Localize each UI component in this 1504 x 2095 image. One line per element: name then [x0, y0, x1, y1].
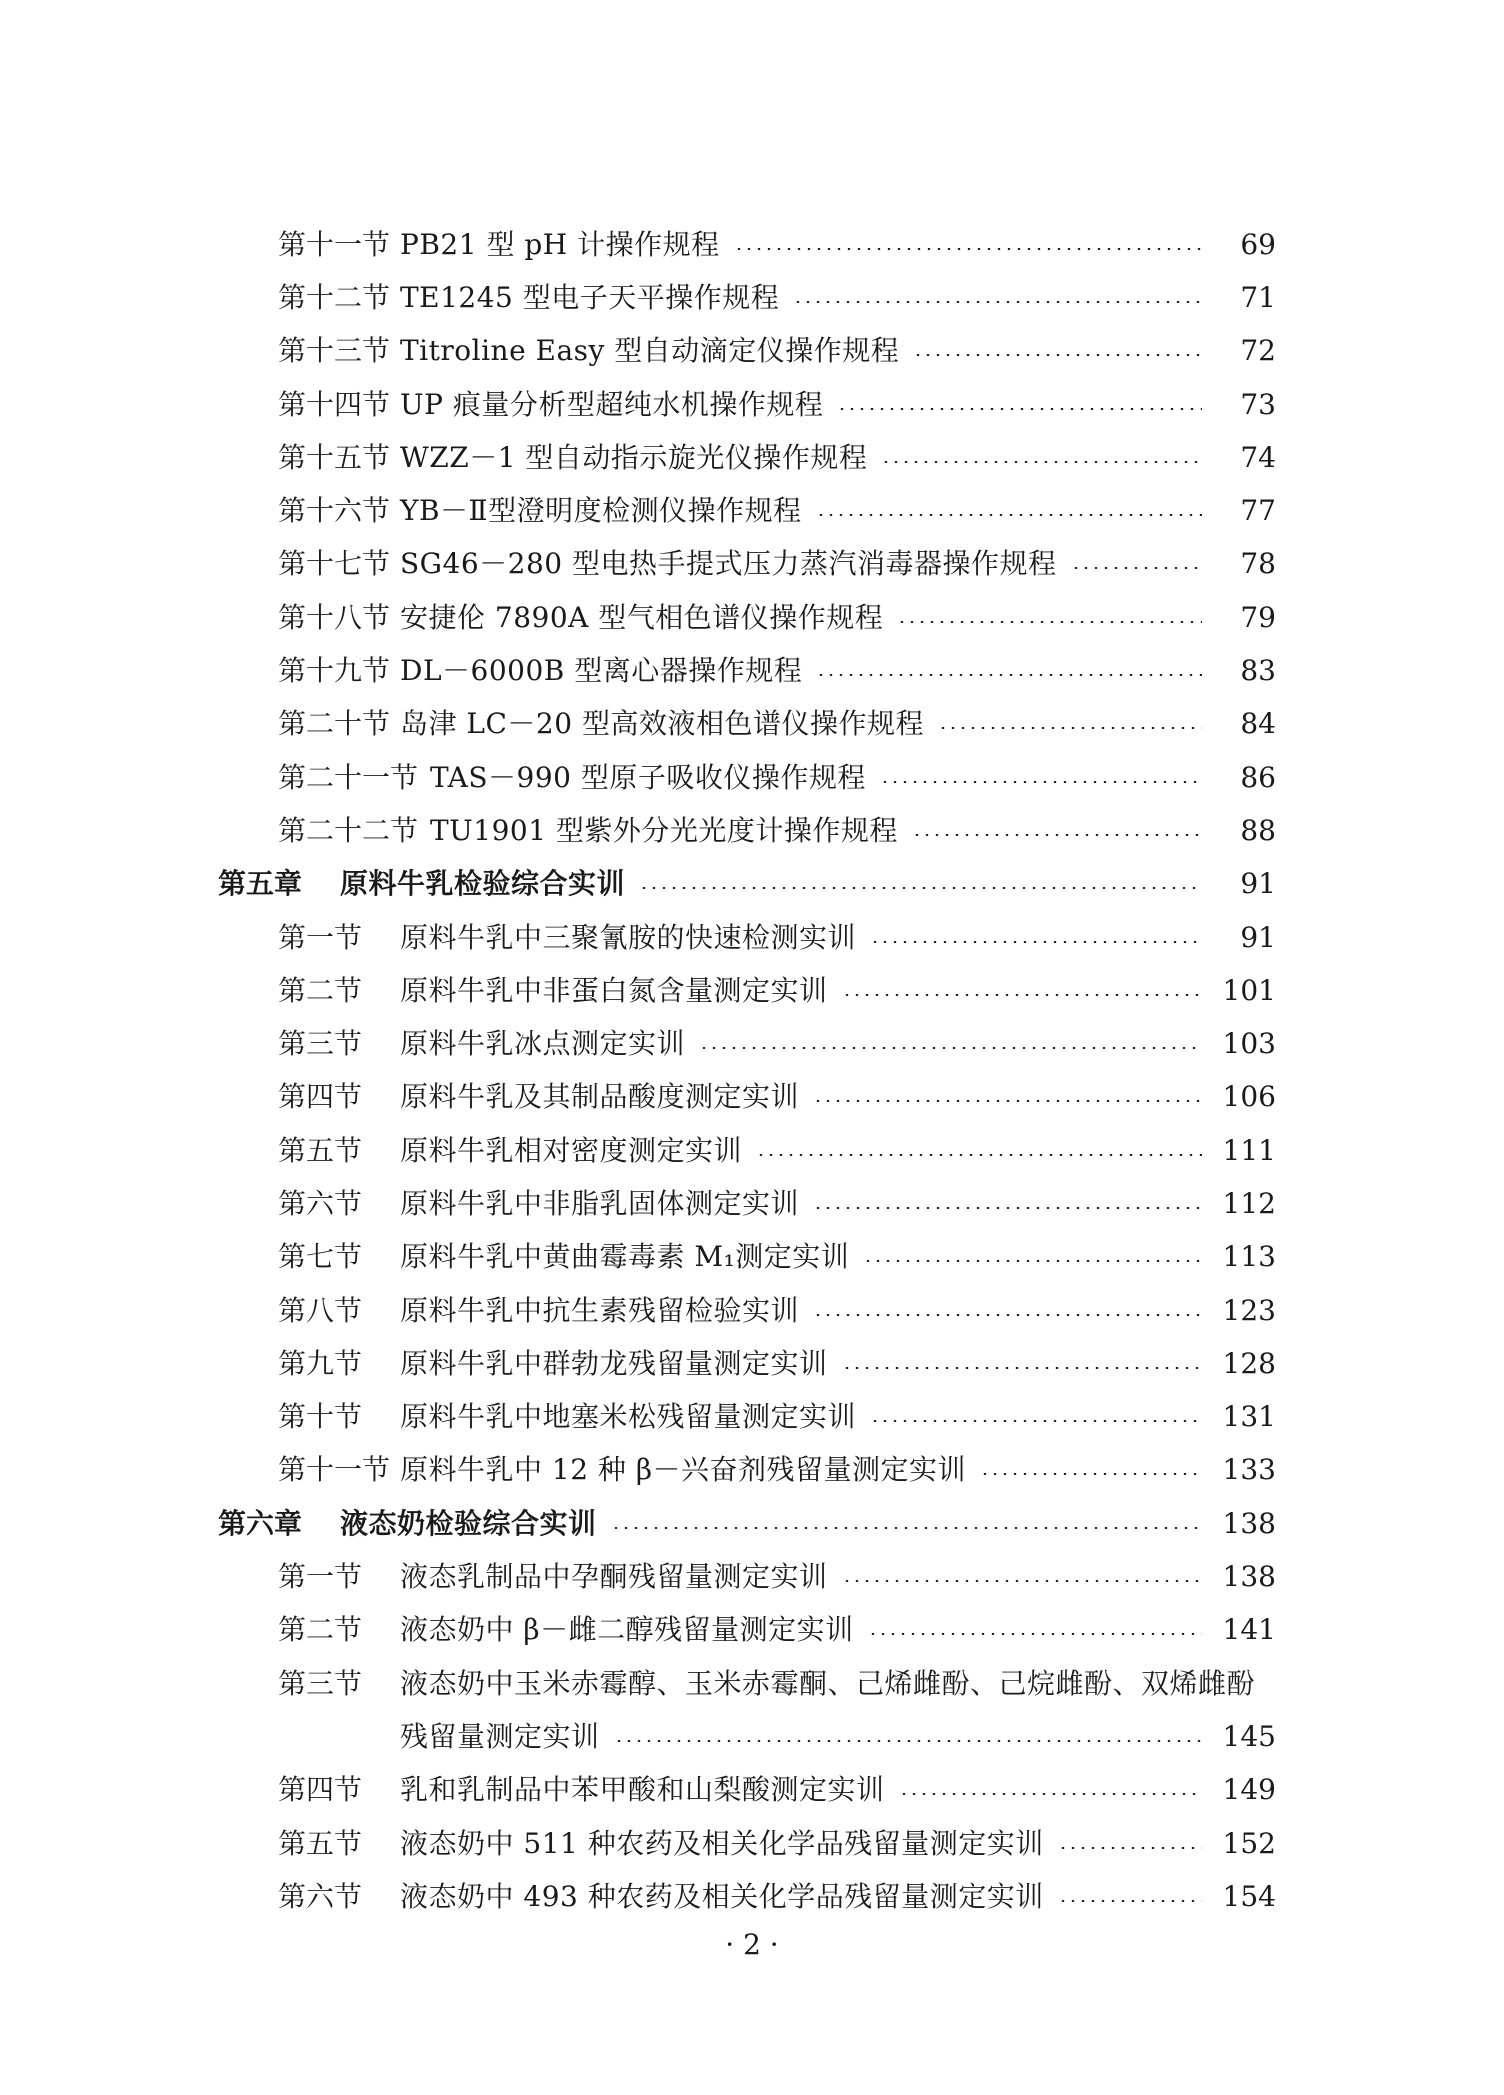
toc-entry-title: Titroline Easy 型自动滴定仪操作规程 [400, 334, 900, 368]
toc-entry[interactable] [0, 698, 1504, 751]
dot-leader [813, 1207, 1202, 1209]
dot-leader [880, 781, 1202, 783]
toc-entry[interactable] [0, 271, 1504, 324]
dot-leader [897, 621, 1202, 623]
toc-chapter-label: 第五章 [218, 867, 303, 901]
toc-entry-title: 原料牛乳冰点测定实训 [400, 1027, 686, 1061]
toc-entry-title: 原料牛乳中地塞米松残留量测定实训 [400, 1400, 857, 1434]
toc-entry-page: 101 [1222, 973, 1276, 1007]
toc-entry-page: 78 [1240, 547, 1276, 581]
dot-leader [756, 1154, 1202, 1156]
toc-entry[interactable] [0, 484, 1504, 537]
toc-entry-label: 第十五节 [278, 440, 391, 474]
toc-entry-label: 第十八节 [278, 600, 391, 634]
toc-entry-page: 131 [1222, 1400, 1276, 1434]
page-number: · 2 · [725, 1928, 779, 1961]
toc-entry-continuation[interactable] [0, 1710, 1504, 1763]
toc-entry-page: 88 [1240, 813, 1276, 847]
dot-leader [611, 1527, 1202, 1529]
dot-leader [1058, 1900, 1202, 1902]
toc-entry-title: 乳和乳制品中苯甲酸和山梨酸测定实训 [400, 1773, 885, 1807]
toc-entry-page: 86 [1240, 760, 1276, 794]
dot-leader [1071, 567, 1202, 569]
toc-entry-label: 第五节 [278, 1826, 363, 1860]
toc-entry-label: 第十一节 [278, 227, 391, 261]
dot-leader [816, 514, 1202, 516]
dot-leader [1058, 1847, 1202, 1849]
toc-entry[interactable] [0, 1071, 1504, 1124]
toc-entry[interactable] [0, 1604, 1504, 1657]
toc-entry-title: UP 痕量分析型超纯水机操作规程 [400, 387, 824, 421]
toc-entry[interactable] [0, 911, 1504, 964]
toc-entry[interactable] [0, 1817, 1504, 1870]
toc-entry-label: 第九节 [278, 1346, 363, 1380]
toc-entry-page: 72 [1240, 334, 1276, 368]
toc-entry[interactable] [0, 591, 1504, 644]
toc-chapter[interactable] [0, 858, 1504, 911]
toc-entry-page: 154 [1222, 1879, 1276, 1913]
toc-entry-title: TU1901 型紫外分光光度计操作规程 [430, 813, 898, 847]
toc-entry-page: 149 [1222, 1773, 1276, 1807]
toc-entry-page: 141 [1222, 1613, 1276, 1647]
toc-entry-title: 液态奶中 493 种农药及相关化学品残留量测定实训 [400, 1879, 1044, 1913]
toc-entry-page: 133 [1222, 1453, 1276, 1487]
toc-entry-title: 原料牛乳中非脂乳固体测定实训 [400, 1186, 800, 1220]
toc-entry[interactable] [0, 325, 1504, 378]
toc-entry[interactable] [0, 1870, 1504, 1923]
dot-leader [870, 941, 1202, 943]
toc-chapter-label: 第六章 [218, 1506, 303, 1540]
toc-entry-label: 第十九节 [278, 654, 391, 688]
toc-entry-page: 112 [1222, 1186, 1276, 1220]
toc-entry[interactable] [0, 644, 1504, 697]
toc-entry-page: 106 [1222, 1080, 1276, 1114]
toc-entry[interactable] [0, 1550, 1504, 1603]
toc-entry[interactable] [0, 1337, 1504, 1390]
toc-entry-label: 第四节 [278, 1773, 363, 1807]
toc-entry[interactable] [0, 1764, 1504, 1817]
toc-entry-label: 第一节 [278, 1560, 363, 1594]
toc-entry-label: 第二节 [278, 973, 363, 1007]
toc-entry[interactable] [0, 751, 1504, 804]
toc-entry-title: DL－6000B 型离心器操作规程 [400, 654, 803, 688]
toc-entry-title: PB21 型 pH 计操作规程 [400, 227, 720, 261]
toc-entry-title: 原料牛乳中三聚氰胺的快速检测实训 [400, 920, 857, 954]
toc-entry-page: 128 [1222, 1346, 1276, 1380]
toc-entry-label: 第三节 [278, 1027, 363, 1061]
toc-entry-title: SG46－280 型电热手提式压力蒸汽消毒器操作规程 [400, 547, 1057, 581]
toc-entry-page: 73 [1240, 387, 1276, 421]
toc-chapter-page: 91 [1240, 867, 1276, 901]
toc-entry-page: 138 [1222, 1560, 1276, 1594]
dot-leader [870, 1420, 1202, 1422]
toc-entry[interactable] [0, 431, 1504, 484]
toc-entry-page: 91 [1240, 920, 1276, 954]
toc-entry-label: 第八节 [278, 1293, 363, 1327]
toc-entry-label: 第十节 [278, 1400, 363, 1434]
toc-entry[interactable] [0, 1124, 1504, 1177]
toc-entry-label: 第十四节 [278, 387, 391, 421]
toc-entry-label: 第十二节 [278, 280, 391, 314]
toc-entry[interactable] [0, 538, 1504, 591]
toc-chapter[interactable] [0, 1497, 1504, 1550]
toc-entry-label: 第三节 [278, 1666, 363, 1700]
toc-chapter-title: 原料牛乳检验综合实训 [340, 867, 626, 901]
toc-entry-label: 第六节 [278, 1879, 363, 1913]
toc-entry[interactable] [0, 804, 1504, 857]
toc-entry-label: 第十三节 [278, 334, 391, 368]
dot-leader [842, 1580, 1202, 1582]
toc-entry[interactable] [0, 1657, 1504, 1710]
toc-entry-page: 74 [1240, 440, 1276, 474]
toc-entry-title: 残留量测定实训 [400, 1719, 600, 1753]
dot-leader [842, 994, 1202, 996]
toc-entry[interactable] [0, 1284, 1504, 1337]
toc-entry[interactable] [0, 1391, 1504, 1444]
dot-leader [912, 834, 1202, 836]
dot-leader [842, 1367, 1202, 1369]
toc-entry-title: 原料牛乳及其制品酸度测定实训 [400, 1080, 800, 1114]
toc-entry-page: 152 [1222, 1826, 1276, 1860]
dot-leader [793, 301, 1202, 303]
dot-leader [899, 1793, 1202, 1795]
toc-chapter-title: 液态奶检验综合实训 [340, 1506, 597, 1540]
toc-entry-page: 71 [1240, 280, 1276, 314]
toc-entry-label: 第十六节 [278, 494, 391, 528]
toc-entry-label: 第六节 [278, 1186, 363, 1220]
toc-entry-label: 第十一节 [278, 1453, 391, 1487]
dot-leader [938, 727, 1202, 729]
toc-entry-page: 79 [1240, 600, 1276, 634]
toc-entry-title: 液态乳制品中孕酮残留量测定实训 [400, 1560, 828, 1594]
dot-leader [913, 354, 1202, 356]
dot-leader [614, 1740, 1202, 1742]
toc-entry[interactable] [0, 218, 1504, 271]
toc-entry-label: 第十七节 [278, 547, 391, 581]
toc-entry-title: WZZ－1 型自动指示旋光仪操作规程 [400, 440, 868, 474]
toc-entry-title: 原料牛乳中 12 种 β－兴奋剂残留量测定实训 [400, 1453, 967, 1487]
toc-entry-page: 145 [1222, 1719, 1276, 1753]
dot-leader [868, 1633, 1202, 1635]
toc-entry-title: 液态奶中 β－雌二醇残留量测定实训 [400, 1613, 854, 1647]
dot-leader [639, 887, 1202, 889]
dot-leader [813, 1100, 1202, 1102]
toc-entry-label: 第一节 [278, 920, 363, 954]
toc-entry-page: 103 [1222, 1027, 1276, 1061]
toc-entry-page: 83 [1240, 654, 1276, 688]
toc-entry-page: 111 [1222, 1133, 1276, 1167]
toc-entry-page: 123 [1222, 1293, 1276, 1327]
dot-leader [734, 248, 1202, 250]
dot-leader [980, 1473, 1202, 1475]
toc-entry-title: 原料牛乳相对密度测定实训 [400, 1133, 743, 1167]
toc-entry-page: 69 [1240, 227, 1276, 261]
toc-entry-page: 113 [1222, 1240, 1276, 1274]
toc-entry-title: 原料牛乳中黄曲霉毒素 M₁测定实训 [400, 1240, 850, 1274]
toc-entry[interactable] [0, 378, 1504, 431]
toc-entry-title: TAS－990 型原子吸收仪操作规程 [430, 760, 866, 794]
toc-entry[interactable] [0, 1444, 1504, 1497]
toc-entry-title: 岛津 LC－20 型高效液相色谱仪操作规程 [400, 707, 924, 741]
table-of-contents [0, 218, 1504, 1924]
toc-entry-page: 77 [1240, 494, 1276, 528]
toc-entry[interactable] [0, 964, 1504, 1017]
toc-entry[interactable] [0, 1177, 1504, 1230]
dot-leader [881, 461, 1202, 463]
toc-entry-title: 液态奶中 511 种农药及相关化学品残留量测定实训 [400, 1826, 1044, 1860]
dot-leader [699, 1047, 1202, 1049]
toc-entry-title: 原料牛乳中非蛋白氮含量测定实训 [400, 973, 828, 1007]
toc-entry-label: 第四节 [278, 1080, 363, 1114]
dot-leader [837, 408, 1202, 410]
toc-entry-label: 第二十二节 [278, 813, 419, 847]
toc-entry-label: 第五节 [278, 1133, 363, 1167]
dot-leader [863, 1260, 1202, 1262]
toc-entry-title: TE1245 型电子天平操作规程 [400, 280, 780, 314]
toc-entry-title: 液态奶中玉米赤霉醇、玉米赤霉酮、己烯雌酚、己烷雌酚、双烯雌酚 [400, 1666, 1256, 1700]
toc-entry-page: 84 [1240, 707, 1276, 741]
toc-entry-label: 第七节 [278, 1240, 363, 1274]
toc-entry-label: 第二节 [278, 1613, 363, 1647]
dot-leader [816, 674, 1202, 676]
toc-entry-title: 原料牛乳中抗生素残留检验实训 [400, 1293, 800, 1327]
toc-chapter-page: 138 [1222, 1506, 1276, 1540]
toc-entry-title: YB－Ⅱ型澄明度检测仪操作规程 [400, 494, 802, 528]
dot-leader [813, 1314, 1202, 1316]
toc-entry[interactable] [0, 1017, 1504, 1070]
toc-entry[interactable] [0, 1231, 1504, 1284]
toc-entry-label: 第二十节 [278, 707, 391, 741]
toc-entry-title: 原料牛乳中群勃龙残留量测定实训 [400, 1346, 828, 1380]
toc-entry-title: 安捷伦 7890A 型气相色谱仪操作规程 [400, 600, 884, 634]
toc-entry-label: 第二十一节 [278, 760, 419, 794]
